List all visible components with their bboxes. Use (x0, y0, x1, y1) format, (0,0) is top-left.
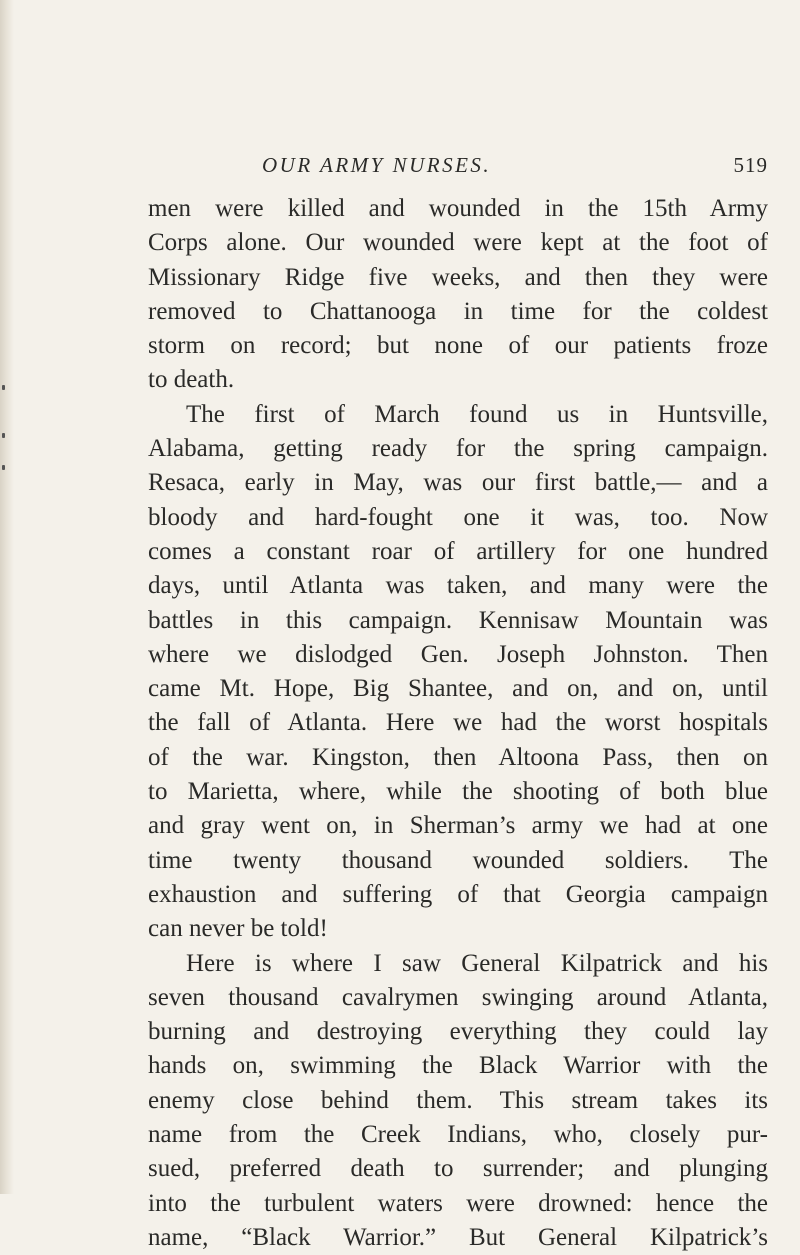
text-line: time twenty thousand wounded soldiers. The (148, 846, 768, 874)
text-line: days, until Atlanta was taken, and many were the (148, 572, 768, 600)
text-line: hands on, swimming the Black Warrior with the (148, 1052, 768, 1080)
text-line: came Mt. Hope, Big Shantee, and on, and on, until (148, 675, 768, 703)
text-line: enemy close behind them. This stream takes its (148, 1086, 768, 1114)
text-line: removed to Chattanooga in time for the coldest (148, 297, 768, 325)
body-text (148, 192, 768, 1255)
text-line: battles in this campaign. Kennisaw Mountain was (148, 606, 768, 634)
text-line: men were killed and wounded in the 15th Army (148, 195, 768, 222)
text-line: seven thousand cavalrymen swinging around Atlanta, (148, 983, 768, 1011)
text-line: Corps alone. Our wounded were kept at the foot of (148, 229, 768, 257)
text-line: can never be told! (148, 915, 328, 943)
text-line: burning and destroying everything they could lay (148, 1018, 768, 1046)
edge-mark (2, 433, 5, 438)
text-line: The first of March found us in Huntsville, (186, 400, 768, 428)
edge-mark (2, 465, 5, 470)
running-head: OUR ARMY NURSES. (262, 153, 492, 177)
text-line: name, “Black Warrior.” But General Kilpatrick’s (148, 1223, 768, 1251)
text-line: where we dislodged Gen. Joseph Johnston. Then (148, 640, 768, 668)
text-line: Resaca, early in May, was our first battle,— and a (148, 469, 768, 497)
text-line: bloody and hard-fought one it was, too. Now (148, 503, 768, 531)
page-left-edge (0, 0, 14, 1194)
text-line: the fall of Atlanta. Here we had the worst hospitals (148, 709, 768, 737)
text-line: and gray went on, in Sherman’s army we had at one (148, 812, 768, 840)
text-line: into the turbulent waters were drowned: hence the (148, 1189, 768, 1217)
text-line: to Marietta, where, while the shooting of both blue (148, 778, 768, 806)
text-line: comes a constant roar of artillery for one hundred (148, 537, 768, 565)
page-number: 519 (733, 153, 768, 177)
text-line: Alabama, getting ready for the spring campaign. (148, 435, 768, 463)
text-line: to death. (148, 366, 235, 394)
text-line: of the war. Kingston, then Altoona Pass, then on (148, 743, 768, 771)
edge-mark (2, 385, 5, 390)
text-line: Missionary Ridge five weeks, and then they were (148, 263, 768, 291)
text-line: name from the Creek Indians, who, closely pur- (148, 1121, 768, 1149)
text-line: storm on record; but none of our patients froze (148, 332, 768, 360)
text-line: sued, preferred death to surrender; and plunging (148, 1155, 768, 1183)
text-line: exhaustion and suffering of that Georgia campaign (148, 880, 768, 908)
page-header (148, 153, 768, 183)
text-line: Here is where I saw General Kilpatrick and his (186, 949, 768, 977)
